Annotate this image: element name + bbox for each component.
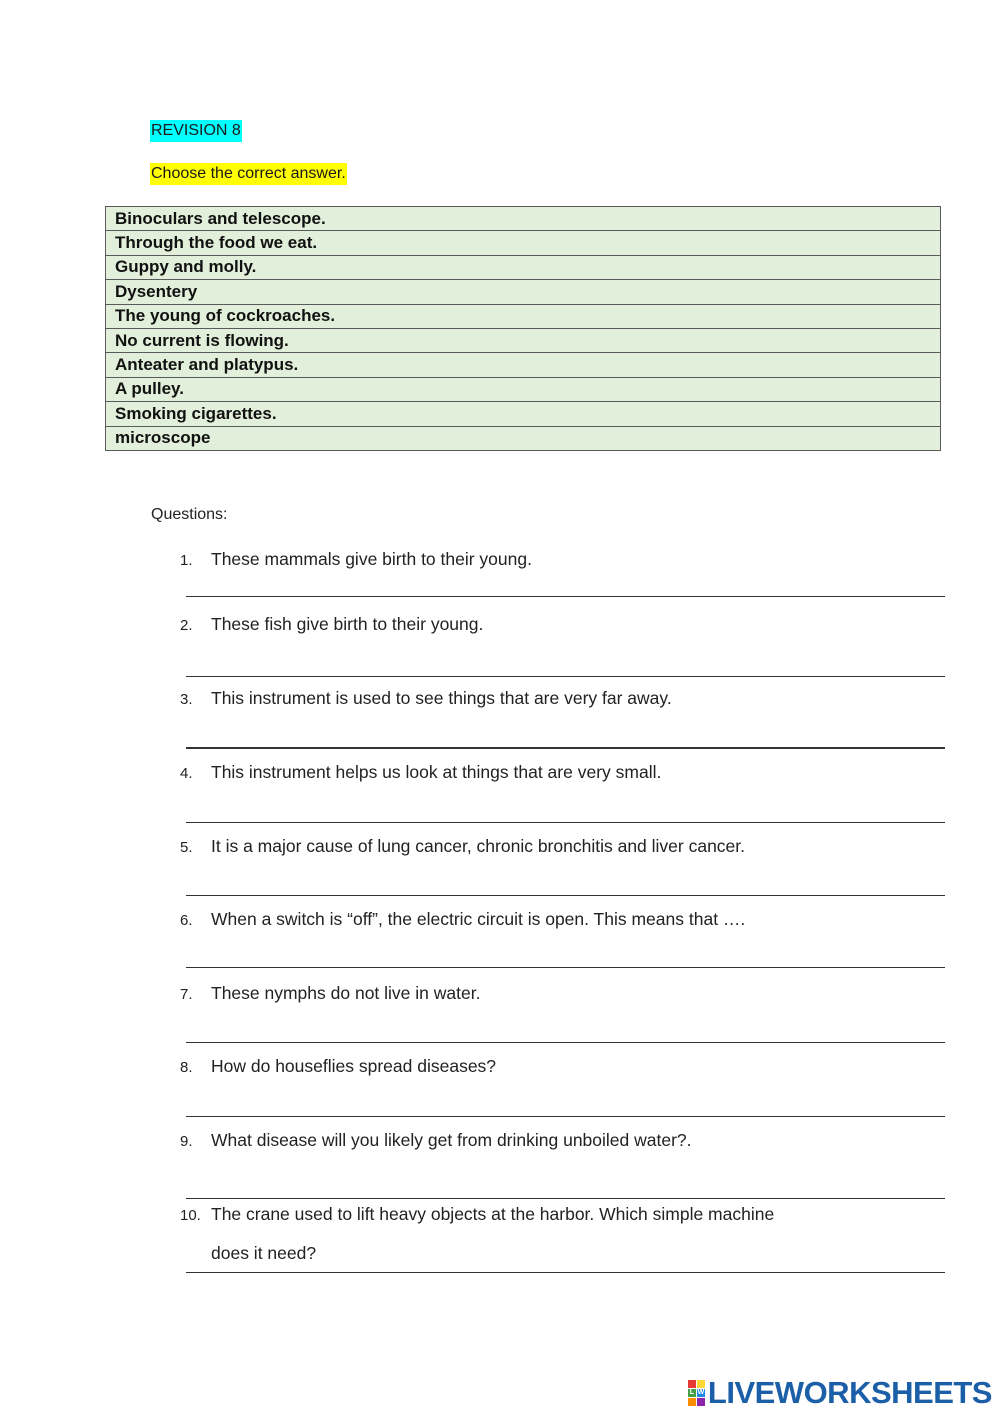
- answer-line-8[interactable]: [186, 1116, 945, 1117]
- worksheet-title: REVISION 8: [150, 120, 242, 142]
- answer-line-2[interactable]: [186, 676, 945, 677]
- questions-label: Questions:: [151, 506, 228, 523]
- table-row: [106, 231, 941, 255]
- question-9: [180, 1129, 692, 1153]
- question-number: 10.: [180, 1207, 201, 1224]
- question-number: 5.: [180, 839, 193, 856]
- question-10: [180, 1203, 774, 1264]
- question-5: [180, 835, 745, 859]
- table-row: [106, 207, 941, 231]
- question-text: What disease will you likely get from drinking unboiled water?.: [211, 1130, 692, 1150]
- logo-letter-l: L: [689, 1389, 695, 1396]
- question-text: How do houseflies spread diseases?: [211, 1056, 497, 1076]
- question-number: 2.: [180, 617, 193, 634]
- question-text: These mammals give birth to their young.: [211, 549, 532, 569]
- option-cell: Guppy and molly.: [106, 255, 941, 279]
- question-number: 1.: [180, 552, 193, 569]
- option-cell: microscope: [106, 426, 941, 450]
- table-row: [106, 377, 941, 401]
- answer-line-7[interactable]: [186, 1042, 945, 1043]
- answer-line-6[interactable]: [186, 967, 945, 968]
- question-text-continuation: does it need?: [211, 1243, 317, 1263]
- question-text: These fish give birth to their young.: [211, 614, 484, 634]
- question-number: 3.: [180, 691, 193, 708]
- brand-name: LIVEWORKSHEETS: [707, 1375, 992, 1410]
- question-6: [180, 908, 745, 932]
- question-4: [180, 761, 661, 785]
- table-row: [106, 255, 941, 279]
- answer-line-9[interactable]: [186, 1198, 945, 1199]
- option-cell: No current is flowing.: [106, 328, 941, 352]
- answer-line-4[interactable]: [186, 822, 945, 823]
- question-text: This instrument helps us look at things that are very small.: [211, 762, 662, 782]
- table-row: [106, 304, 941, 328]
- liveworksheets-logo: [688, 1376, 992, 1410]
- question-number: 8.: [180, 1059, 193, 1076]
- question-3: [180, 687, 672, 711]
- question-2: [180, 613, 483, 637]
- question-1: [180, 548, 532, 572]
- option-cell: Binoculars and telescope.: [106, 207, 941, 231]
- logo-letter-w: W: [697, 1389, 705, 1396]
- answer-line-10[interactable]: [186, 1272, 945, 1273]
- answer-options-table: [105, 206, 941, 451]
- answer-line-1[interactable]: [186, 596, 945, 597]
- question-text: This instrument is used to see things that are very far away.: [211, 688, 672, 708]
- option-cell: Smoking cigarettes.: [106, 402, 941, 426]
- option-cell: The young of cockroaches.: [106, 304, 941, 328]
- answer-line-3[interactable]: [186, 747, 945, 749]
- option-cell: Through the food we eat.: [106, 231, 941, 255]
- table-row: [106, 426, 941, 450]
- option-cell: Anteater and platypus.: [106, 353, 941, 377]
- question-text: When a switch is “off”, the electric circuit is open. This means that ….: [211, 909, 746, 929]
- question-8: [180, 1055, 496, 1079]
- question-text: The crane used to lift heavy objects at the harbor. Which simple machine: [211, 1204, 775, 1224]
- table-row: [106, 402, 941, 426]
- table-row: [106, 353, 941, 377]
- option-cell: A pulley.: [106, 377, 941, 401]
- answer-line-5[interactable]: [186, 895, 945, 896]
- table-row: [106, 328, 941, 352]
- question-number: 7.: [180, 986, 193, 1003]
- question-text: It is a major cause of lung cancer, chronic bronchitis and liver cancer.: [211, 836, 746, 856]
- question-7: [180, 982, 480, 1006]
- table-row: [106, 280, 941, 304]
- instruction-text: Choose the correct answer.: [150, 163, 347, 185]
- logo-blocks-icon: [688, 1380, 705, 1406]
- question-text: These nymphs do not live in water.: [211, 983, 481, 1003]
- question-number: 6.: [180, 912, 193, 929]
- option-cell: Dysentery: [106, 280, 941, 304]
- question-number: 4.: [180, 765, 193, 782]
- question-number: 9.: [180, 1133, 193, 1150]
